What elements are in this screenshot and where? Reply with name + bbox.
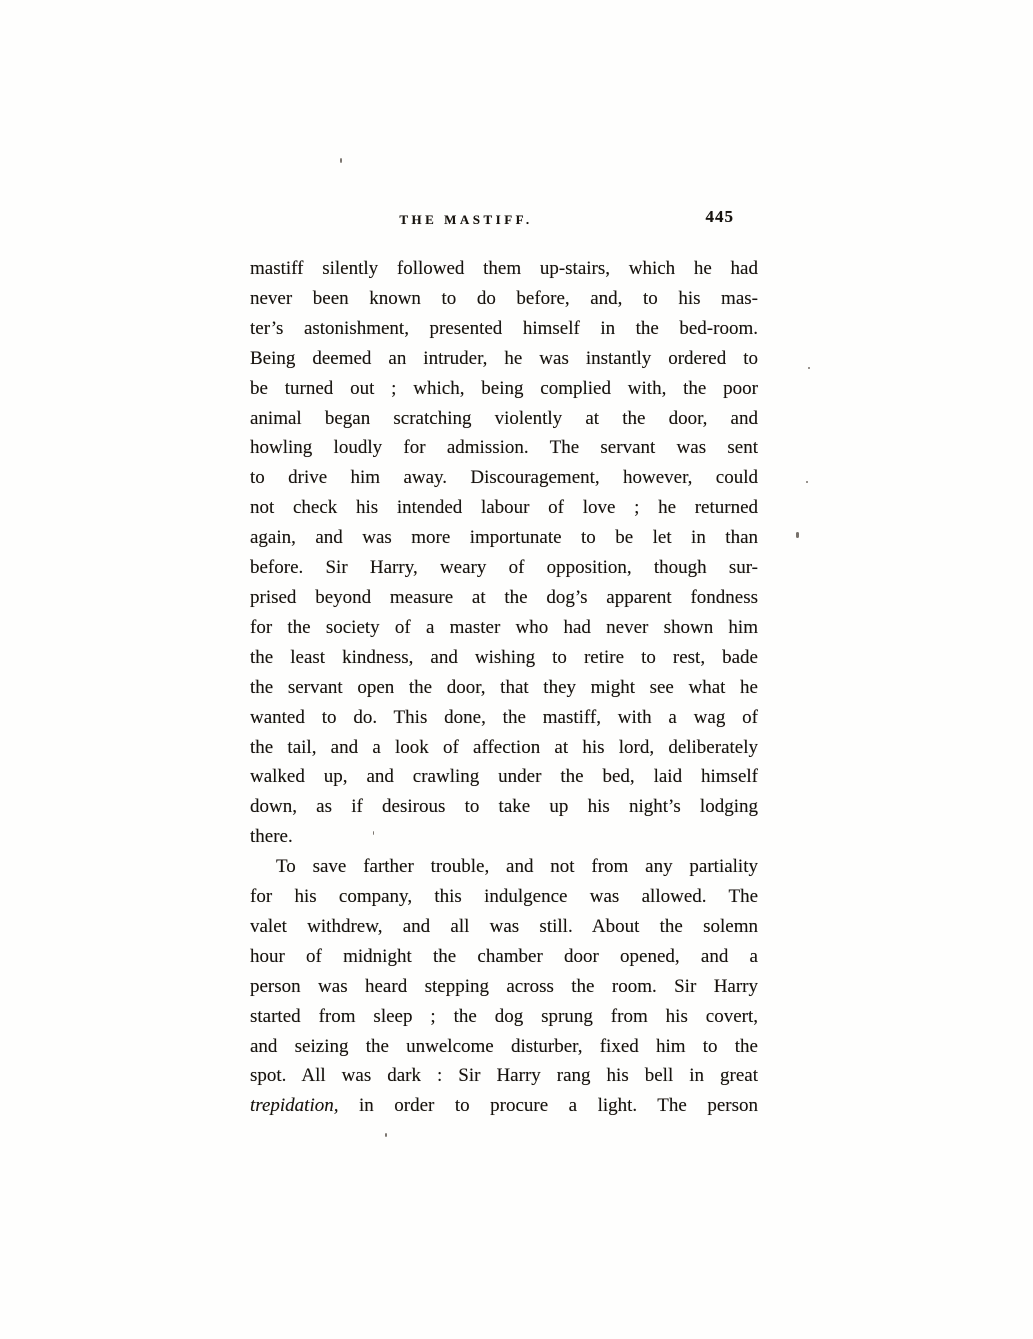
- text-line: started from sleep ; the dog sprung from his covert,: [250, 1005, 758, 1027]
- scan-speck: [385, 1133, 387, 1137]
- text-segment: in order to procure a light. The person: [338, 1095, 758, 1117]
- text-line: down, as if desirous to take up his night’s lodging: [250, 796, 758, 818]
- text-line: prised beyond measure at the dog’s apparent fondness: [250, 586, 758, 608]
- text-line: person was heard stepping across the room. Sir Harry: [250, 975, 758, 997]
- text-line: hour of midnight the chamber door opened, and a: [250, 945, 758, 967]
- scan-speck: [340, 158, 342, 163]
- text-line: Being deemed an intruder, he was instantly ordered to: [250, 347, 758, 369]
- scan-speck: [806, 481, 808, 483]
- scan-speck: [373, 831, 374, 835]
- text-line: never been known to do before, and, to his mas-: [250, 287, 758, 309]
- text-line: [250, 1091, 758, 1121]
- scan-speck: [808, 367, 810, 369]
- page-body-text: [250, 254, 758, 1121]
- text-line: the servant open the door, that they might see what he: [250, 676, 758, 698]
- text-line: again, and was more importunate to be let in than: [250, 527, 758, 549]
- text-line: for his company, this indulgence was allowed. The: [250, 886, 758, 908]
- text-line: valet withdrew, and all was still. About the solemn: [250, 915, 758, 937]
- page-number: 445: [705, 207, 734, 226]
- text-line: there.: [250, 826, 293, 848]
- italic-text-segment: trepidation,: [250, 1095, 339, 1117]
- text-line: for the society of a master who had never shown him: [250, 616, 758, 638]
- text-line: To save farther trouble, and not from any partiality: [276, 856, 758, 878]
- text-line: be turned out ; which, being complied with, the poor: [250, 377, 758, 399]
- scan-speck: [796, 532, 799, 538]
- text-line: not check his intended labour of love ; he returned: [250, 497, 758, 519]
- running-header: [250, 207, 758, 232]
- text-line: mastiff silently followed them up-stairs, which he had: [250, 258, 758, 279]
- text-line: and seizing the unwelcome disturber, fixed him to the: [250, 1035, 758, 1057]
- text-line: animal began scratching violently at the door, and: [250, 407, 758, 429]
- text-line: ter’s astonishment, presented himself in the bed-room.: [250, 317, 758, 339]
- text-line: the least kindness, and wishing to retire to rest, bade: [250, 646, 758, 668]
- text-line: before. Sir Harry, weary of opposition, though sur-: [250, 557, 758, 579]
- text-line: howling loudly for admission. The servant was sent: [250, 437, 758, 459]
- running-title: THE MASTIFF.: [399, 212, 533, 227]
- paragraph: [250, 254, 758, 852]
- text-line: spot. All was dark : Sir Harry rang his bell in great: [250, 1065, 758, 1087]
- text-line: wanted to do. This done, the mastiff, with a wag of: [250, 706, 758, 728]
- text-line: to drive him away. Discouragement, however, could: [250, 467, 758, 489]
- text-line: the tail, and a look of affection at his lord, deliberately: [250, 736, 758, 758]
- paragraph: [250, 852, 758, 1121]
- text-line: walked up, and crawling under the bed, laid himself: [250, 766, 758, 788]
